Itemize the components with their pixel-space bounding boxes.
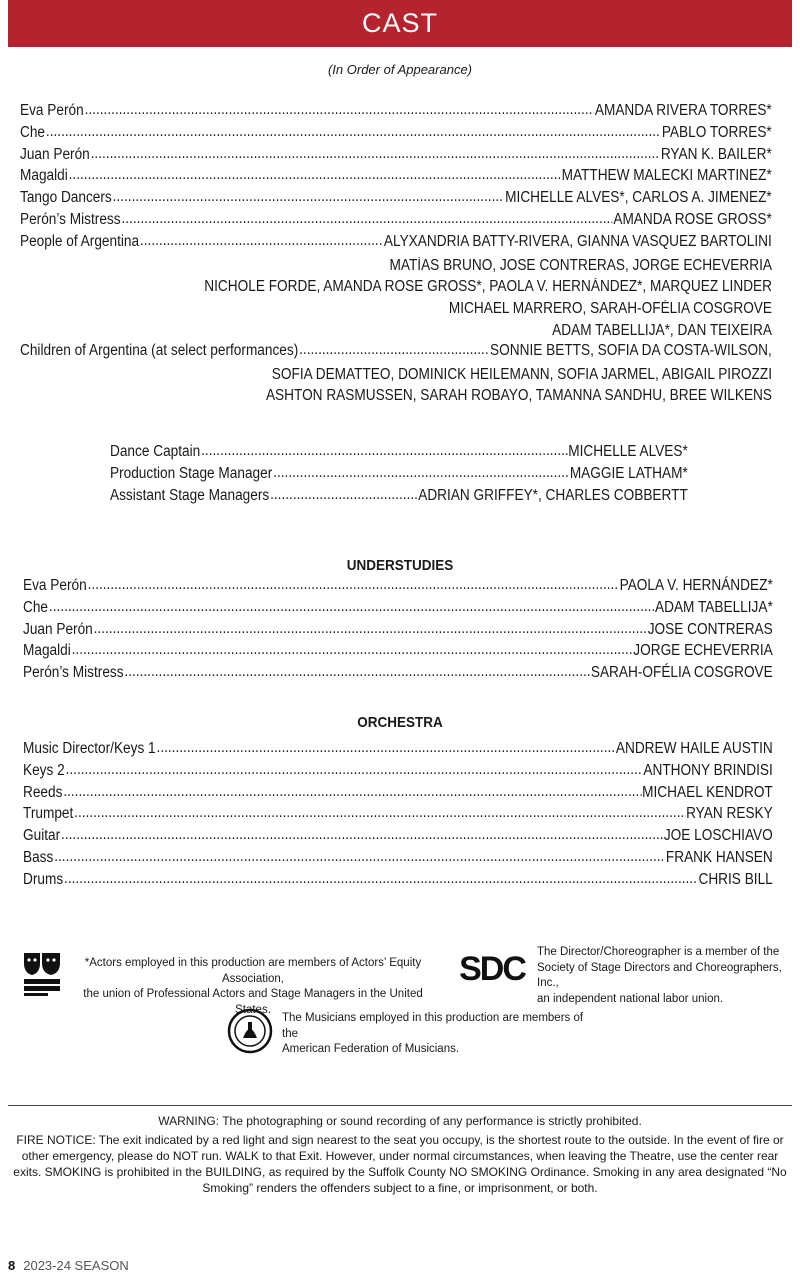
- role-label: Magaldi: [23, 642, 71, 660]
- musicians-notice-line: The Musicians employed in this production are members of the: [282, 1012, 584, 1040]
- cast-row: [20, 146, 772, 168]
- cast-row: [20, 124, 772, 146]
- musician-name: CHRIS BILL: [698, 870, 773, 888]
- sdc-notice: [537, 945, 787, 1007]
- role-label: Perón’s Mistress: [23, 664, 124, 682]
- musicians-notice: [282, 1011, 602, 1058]
- understudies-heading: UNDERSTUDIES: [346, 557, 454, 574]
- ensemble-continuation: MATÍAS BRUNO, JOSE CONTRERAS, JORGE ECHEVERRIA: [389, 256, 772, 274]
- orchestra-row: [23, 805, 773, 827]
- performer-name: MICHELLE ALVES*, CARLOS A. JIMENEZ*: [505, 189, 772, 207]
- role-label: Production Stage Manager: [110, 464, 273, 482]
- orchestra-row: [23, 762, 773, 784]
- staff-row: [110, 487, 688, 509]
- children-continuation: SOFIA DEMATTEO, DOMINICK HEILEMANN, SOFIA JARMEL, ABIGAIL PIROZZI: [271, 365, 772, 383]
- cast-banner: CAST: [8, 0, 792, 47]
- musician-name: MICHAEL KENDROT: [642, 783, 773, 801]
- performer-name: AMANDA RIVERA TORRES*: [594, 102, 772, 119]
- instrument-label: Reeds: [23, 783, 63, 801]
- instrument-label: Music Director/Keys 1: [23, 740, 156, 757]
- musician-name: FRANK HANSEN: [665, 848, 773, 866]
- order-subtitle: (In Order of Appearance): [327, 62, 473, 77]
- sdc-logo-icon: [455, 947, 529, 987]
- role-label: Che: [20, 123, 46, 141]
- role-label: Dance Captain: [110, 443, 201, 460]
- orchestra-row: [23, 849, 773, 871]
- actors-equity-logo-icon: [22, 951, 62, 997]
- divider: [8, 1105, 792, 1106]
- afm-seal-icon: [227, 1008, 273, 1054]
- musician-name: RYAN RESKY: [686, 805, 773, 823]
- performer-name: PAOLA V. HERNÁNDEZ*: [619, 577, 773, 594]
- staff-name: MAGGIE LATHAM*: [569, 464, 688, 482]
- orchestra-heading: ORCHESTRA: [357, 714, 443, 731]
- staff-row: [110, 465, 688, 487]
- cast-row: [20, 211, 772, 233]
- sdc-notice-line: The Director/Choreographer is a member of the: [537, 946, 780, 958]
- understudy-row: [23, 621, 773, 643]
- musician-name: ANDREW HAILE AUSTIN: [615, 740, 773, 757]
- role-label: Juan Perón: [23, 620, 93, 638]
- performer-name: SARAH-OFÉLIA COSGROVE: [590, 664, 773, 682]
- role-label: Tango Dancers: [20, 189, 112, 207]
- performer-name: MATTHEW MALECKI MARTINEZ*: [561, 167, 772, 185]
- performer-name: RYAN K. BAILER*: [660, 145, 772, 163]
- instrument-label: Guitar: [23, 827, 61, 845]
- staff-list: [110, 443, 688, 508]
- orchestra-row: [23, 827, 773, 849]
- understudy-row: [23, 599, 773, 621]
- understudy-row: [23, 664, 773, 686]
- instrument-label: Bass: [23, 848, 54, 866]
- instrument-label: Drums: [23, 870, 64, 888]
- page-footer: [8, 1258, 129, 1273]
- understudy-row: [23, 642, 773, 664]
- ensemble-continuation: NICHOLE FORDE, AMANDA ROSE GROSS*, PAOLA V. HERNÁNDEZ*, MARQUEZ LINDER: [204, 278, 773, 296]
- orchestra-row: [23, 871, 773, 893]
- instrument-label: Trumpet: [23, 805, 74, 823]
- role-label: Eva Perón: [23, 577, 87, 594]
- equity-notice-line: *Actors employed in this production are members of Actors’ Equity Association,: [84, 957, 422, 985]
- cast-row: [20, 233, 772, 255]
- performer-name: AMANDA ROSE GROSS*: [613, 210, 772, 228]
- role-label: Magaldi: [20, 167, 68, 185]
- children-continuation: ASHTON RASMUSSEN, SARAH ROBAYO, TAMANNA SANDHU, BREE WILKENS: [265, 387, 772, 405]
- equity-notice-line: the union of Professional Actors and Stage Managers in the United States.: [83, 988, 423, 1016]
- performer-name: SONNIE BETTS, SOFIA DA COSTA-WILSON,: [490, 341, 772, 359]
- role-label: Juan Perón: [20, 145, 90, 163]
- role-label: Eva Perón: [20, 102, 84, 119]
- role-label: Perón’s Mistress: [20, 210, 121, 228]
- season-label: 2023-24 SEASON: [23, 1258, 129, 1273]
- musician-name: ANTHONY BRINDISI: [643, 761, 773, 779]
- warning-block: [10, 1113, 790, 1196]
- sdc-notice-line: an independent national labor union.: [537, 992, 724, 1005]
- role-label: Assistant Stage Managers: [110, 486, 270, 504]
- staff-name: ADRIAN GRIFFEY*, CHARLES COBBERTT: [418, 486, 688, 504]
- ensemble-continuation: MICHAEL MARRERO, SARAH-OFÉLIA COSGROVE: [448, 300, 772, 318]
- musicians-notice-line: American Federation of Musicians.: [282, 1043, 460, 1055]
- understudies-list: [23, 577, 773, 686]
- cast-list: [20, 102, 772, 407]
- cast-row: [20, 102, 772, 124]
- page-number: 8: [8, 1258, 16, 1273]
- cast-row: [20, 189, 772, 211]
- staff-row: [110, 443, 688, 465]
- orchestra-row: [23, 784, 773, 806]
- fire-notice: FIRE NOTICE: The exit indicated by a red light and sign nearest to the seat you occupy, is the shortest route to the outside. In the event of fire or other emergency, please do NOT run. WALK to that Exit. However, under normal circumstances, when leaving the Theatre, use the center rear exits. SMOKING is prohibited in the BUILDING, as required by the Suffolk County NO SMOKING Ordinance. Smoking in any area designated “No Smoking” renders the offenders subject to a fine, or imprisonment, or both.: [13, 1133, 787, 1195]
- recording-warning: WARNING: The photographing or sound recording of any performance is strictly prohibited.: [158, 1114, 642, 1128]
- role-label: Children of Argentina (at select performances): [20, 341, 299, 359]
- svg-text:SDC: SDC: [459, 950, 525, 987]
- ensemble-continuation: ADAM TABELLIJA*, DAN TEIXEIRA: [552, 321, 772, 339]
- instrument-label: Keys 2: [23, 761, 65, 779]
- performer-name: ADAM TABELLIJA*: [655, 598, 773, 616]
- performer-name: JOSE CONTRERAS: [647, 620, 773, 638]
- understudy-row: [23, 577, 773, 599]
- performer-name: ALYXANDRIA BATTY-RIVERA, GIANNA VASQUEZ BARTOLINI: [383, 232, 772, 250]
- cast-row: [20, 167, 772, 189]
- role-label: Che: [23, 598, 49, 616]
- performer-name: PABLO TORRES*: [661, 123, 772, 141]
- performer-name: JORGE ECHEVERRIA: [633, 642, 773, 660]
- orchestra-list: [23, 740, 773, 893]
- orchestra-row: [23, 740, 773, 762]
- musician-name: JOE LOSCHIAVO: [663, 827, 773, 845]
- role-label: People of Argentina: [20, 232, 140, 250]
- staff-name: MICHELLE ALVES*: [568, 443, 688, 460]
- sdc-notice-line: Society of Stage Directors and Choreographers, Inc.,: [537, 961, 782, 989]
- cast-row: [20, 342, 772, 364]
